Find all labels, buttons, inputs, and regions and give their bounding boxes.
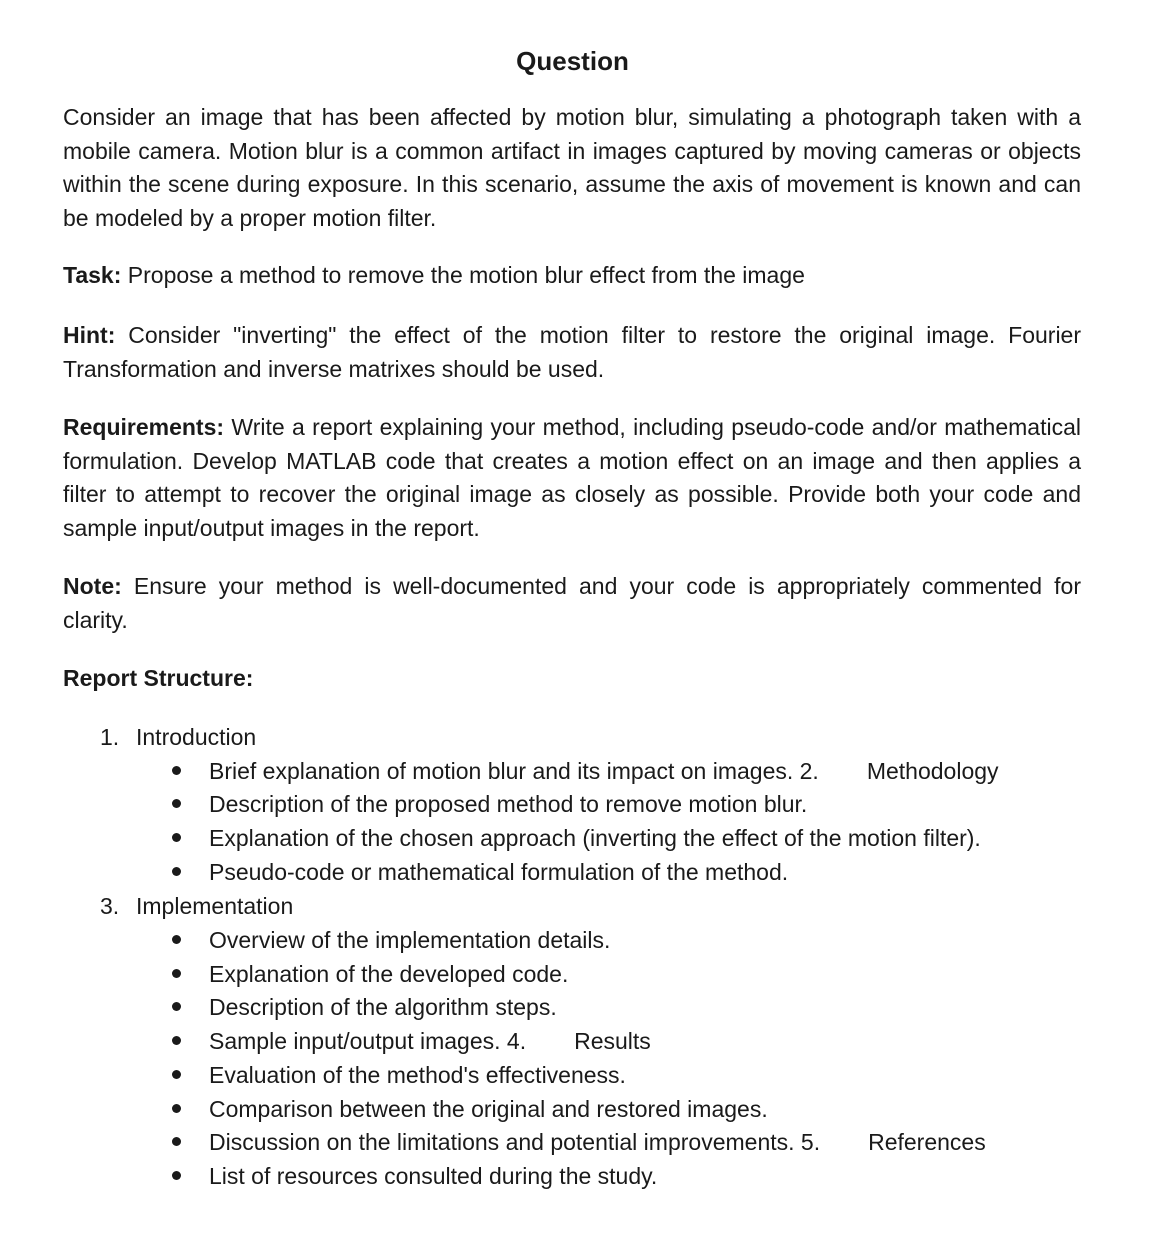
section-label: Introduction: [136, 724, 257, 750]
note-text: Ensure your method is well-documented and your code is appropriately commented for clarity.: [63, 573, 1081, 633]
list-item: [172, 924, 610, 958]
list-item-text: Discussion on the limitations and potential improvements. 5.: [209, 1129, 821, 1155]
requirements-paragraph: [63, 411, 1081, 545]
list-item-text: Brief explanation of motion blur and its impact on images. 2.: [209, 758, 819, 784]
task-paragraph: [63, 259, 1081, 293]
list-item: [172, 1093, 768, 1127]
list-item-text: Description of the proposed method to remove motion blur.: [209, 791, 808, 817]
list-item: [172, 822, 981, 856]
bullet-icon: [172, 969, 181, 978]
list-item-trail: References: [868, 1129, 986, 1155]
list-item: [172, 958, 568, 992]
note-paragraph: [63, 570, 1081, 637]
bullet-icon: [172, 1002, 181, 1011]
list-item-trail: Methodology: [866, 758, 999, 784]
list-item: [172, 1126, 986, 1160]
hint-label: Hint:: [63, 322, 116, 348]
list-item: [172, 1025, 651, 1059]
bullet-icon: [172, 1137, 181, 1146]
list-item-text: Comparison between the original and restored images.: [209, 1096, 768, 1122]
bullet-icon: [172, 766, 181, 775]
task-text: Propose a method to remove the motion blur effect from the image: [121, 262, 805, 288]
hint-text: Consider "inverting" the effect of the motion filter to restore the original image. Fourier Transformation and inverse matrixes should be used.: [63, 322, 1081, 382]
list-item-text: Pseudo-code or mathematical formulation of the method.: [209, 859, 789, 885]
list-item: [172, 1059, 626, 1093]
list-item-text: Explanation of the chosen approach (inverting the effect of the motion filter).: [209, 825, 981, 851]
section-introduction: [100, 721, 256, 755]
section-label: Implementation: [136, 893, 294, 919]
note-label: Note:: [63, 573, 122, 599]
requirements-label: Requirements:: [63, 414, 225, 440]
list-item-trail: Results: [574, 1028, 651, 1054]
page-title: Question: [516, 46, 629, 76]
list-item: [172, 1160, 657, 1194]
bullet-icon: [172, 867, 181, 876]
bullet-icon: [172, 1036, 181, 1045]
list-item-text: List of resources consulted during the study.: [209, 1163, 658, 1189]
list-item-text: Sample input/output images. 4.: [209, 1028, 527, 1054]
bullet-icon: [172, 1070, 181, 1079]
list-item-text: Description of the algorithm steps.: [209, 994, 557, 1020]
section-implementation: [100, 890, 293, 924]
hint-paragraph: [63, 319, 1081, 386]
list-item: [172, 991, 557, 1025]
bullet-icon: [172, 1104, 181, 1113]
list-item: [172, 856, 788, 890]
list-item: [172, 788, 807, 822]
report-structure-heading: Report Structure:: [63, 665, 254, 691]
section-number: 1.: [100, 724, 120, 750]
task-label: Task:: [63, 262, 122, 288]
bullet-icon: [172, 799, 181, 808]
bullet-icon: [172, 1171, 181, 1180]
list-item-text: Overview of the implementation details.: [209, 927, 611, 953]
list-item: [172, 755, 999, 789]
section-number: 3.: [100, 893, 120, 919]
intro-paragraph: Consider an image that has been affected by motion blur, simulating a photograph taken with a mobile camera. Motion blur is a common artifact in images captured by moving cameras or objects within the scene during exposure. In this scenario, assume the axis of movement is known and can be modeled by a proper motion filter.: [63, 104, 1081, 231]
bullet-icon: [172, 935, 181, 944]
requirements-text: Write a report explaining your method, including pseudo-code and/or mathematical formulation. Develop MATLAB code that creates a motion effect on an image and then applies a filter to attempt to recover the original image as closely as possible. Provide both your code and sample input/output images in the report.: [63, 414, 1081, 541]
list-item-text: Explanation of the developed code.: [209, 961, 569, 987]
list-item-text: Evaluation of the method's effectiveness.: [209, 1062, 626, 1088]
bullet-icon: [172, 833, 181, 842]
